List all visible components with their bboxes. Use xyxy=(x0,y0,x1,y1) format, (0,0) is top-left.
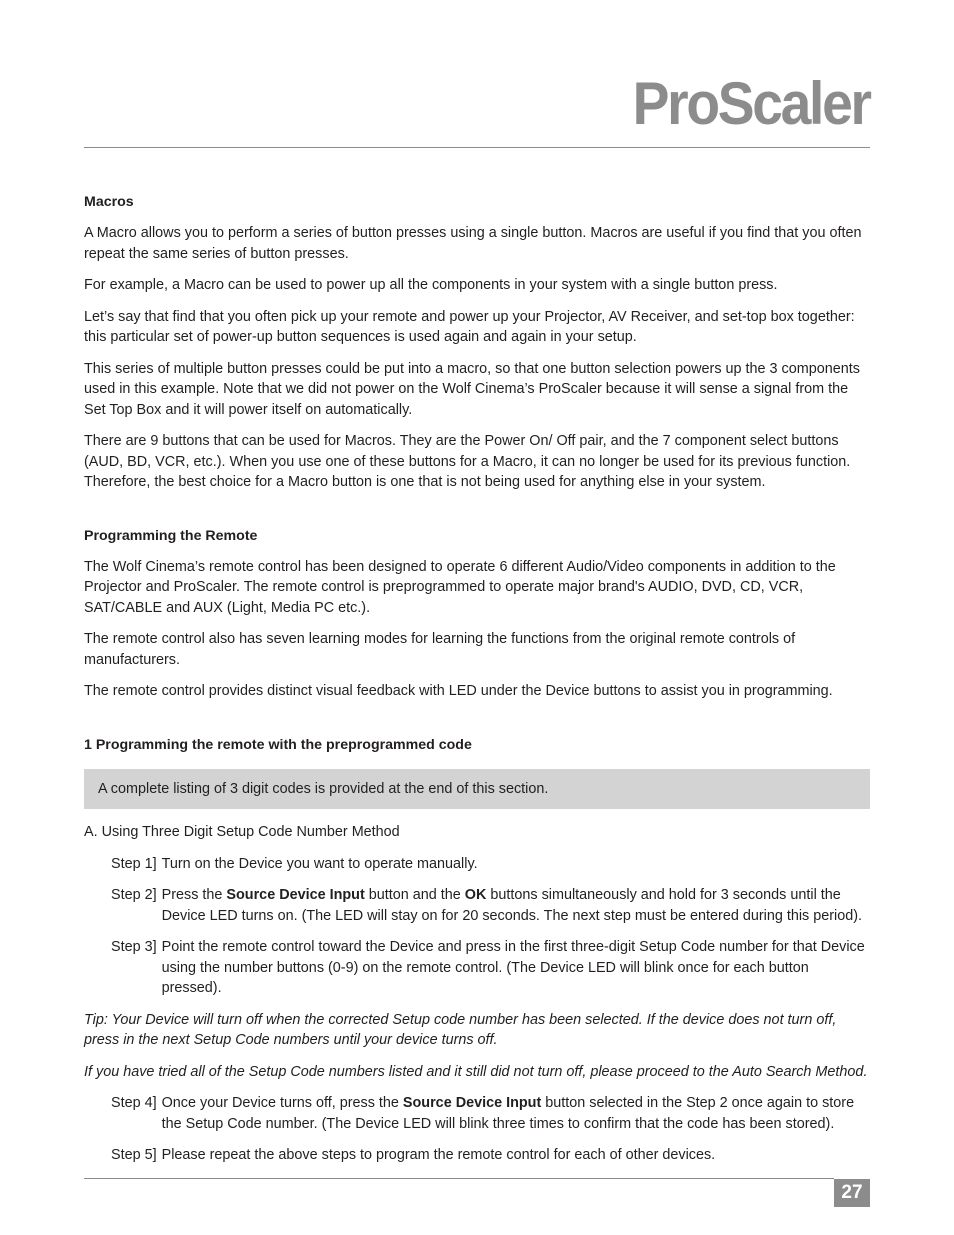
tip-2-pre: If you have tried all of the Setup Code numbers listed and it still did not turn off, please proceed to the xyxy=(84,1063,733,1080)
step-1-number: Step 1] xyxy=(111,855,157,872)
macros-paragraph-3: Let’s say that find that you often pick up your remote and power up your Projector, AV Receiver, and set-top box together: this particular set of power-up button sequences is used again and again in your setup. xyxy=(84,308,855,345)
ok-label: OK xyxy=(464,887,487,903)
step-1 xyxy=(111,854,870,875)
programming-paragraph-2: The remote control also has seven learning modes for learning the functions from the original remote controls of manufacturers. xyxy=(84,631,796,668)
step-2 xyxy=(111,885,870,926)
footer-divider xyxy=(84,1178,834,1179)
step-4-number: Step 4] xyxy=(111,1095,157,1111)
macros-paragraph-4: This series of multiple button presses could be put into a macro, so that one button selection powers up the 3 components used in this example. Note that we did not power on the Wolf Cinema’s ProScaler because it will sense a signal from the Set Top Box and it will power itself on automatically. xyxy=(84,360,860,418)
step-2-text-post: buttons simultaneously and hold for 3 seconds until the Device LED turns on. (The LED will stay on for 20 seconds. The next step must be entered during this period). xyxy=(161,887,863,924)
step-4-text-post: button selected in the Step 2 once again to store the Setup Code number. (The Device LED will blink three times to confirm that the code has been stored). xyxy=(161,1095,855,1132)
step-3-text: Point the remote control toward the Device and press in the first three-digit Setup Code number for that Device using the number buttons (0-9) on the remote control. (The Device LED will blink once for each button pressed). xyxy=(161,939,865,996)
step-5 xyxy=(111,1145,870,1166)
step-3 xyxy=(111,937,870,999)
step-2-text xyxy=(162,885,870,926)
macros-paragraph-1: A Macro allows you to perform a series of button presses using a single button. Macros are useful if you find that you often repeat the same series of button presses. xyxy=(84,225,862,262)
tip-2-post: . xyxy=(863,1063,868,1080)
step-5-text: Please repeat the above steps to program the remote control for each of other devices. xyxy=(161,1147,716,1163)
page-content xyxy=(84,192,870,1177)
step-4-text xyxy=(162,1093,870,1134)
step-1-text: Turn on the Device you want to operate manually. xyxy=(161,855,478,872)
step-4 xyxy=(111,1093,870,1134)
macros-heading: Macros xyxy=(84,194,134,210)
programming-paragraph-1: The Wolf Cinema’s remote control has been designed to operate 6 different Audio/Video components in addition to the Projector and ProScaler. The remote control is preprogrammed to operate major brand's AUDIO, DVD, CD, VCR, SAT/CABLE and AUX (Light, Media PC etc.). xyxy=(84,558,836,616)
source-device-input-label: Source Device Input xyxy=(402,1095,542,1111)
source-device-input-label: Source Device Input xyxy=(226,887,365,903)
step-5-number: Step 5] xyxy=(111,1147,157,1163)
step-2-text-pre: Press the xyxy=(161,887,227,903)
header-divider xyxy=(84,147,870,148)
auto-search-method-reference: Auto Search Method xyxy=(732,1063,864,1080)
macros-paragraph-2: For example, a Macro can be used to power up all the components in your system with a single button press. xyxy=(84,277,778,293)
step-3-number: Step 3] xyxy=(111,939,157,955)
macros-paragraph-5: There are 9 buttons that can be used for Macros. They are the Power On/ Off pair, and the 7 component select buttons (AUD, BD, VCR, etc.). When you use one of these buttons for a Macro, it can no longer be used for its previous function. Therefore, the best choice for a Macro button is one that is not being used for anything else in your system. xyxy=(84,433,851,490)
tip-paragraph-2 xyxy=(84,1062,870,1083)
code-listing-note: A complete listing of 3 digit codes is provided at the end of this section. xyxy=(84,769,870,810)
programming-heading: Programming the Remote xyxy=(84,527,258,544)
section-1-heading: 1 Programming the remote with the preprogrammed code xyxy=(84,736,472,753)
step-2-text-mid: button and the xyxy=(364,887,465,903)
step-2-number: Step 2] xyxy=(111,887,157,903)
step-4-text-pre: Once your Device turns off, press the xyxy=(161,1095,403,1111)
page-number: 27 xyxy=(834,1179,870,1207)
method-subheading: A. Using Three Digit Setup Code Number Method xyxy=(84,824,400,840)
brand-title: ProScaler xyxy=(632,70,870,137)
programming-paragraph-3: The remote control provides distinct visual feedback with LED under the Device buttons to assist you in programming. xyxy=(84,683,833,699)
tip-paragraph-1: Tip: Your Device will turn off when the corrected Setup code number has been selected. If the device does not turn off, press in the next Setup Code numbers until your device turns off. xyxy=(84,1011,837,1048)
